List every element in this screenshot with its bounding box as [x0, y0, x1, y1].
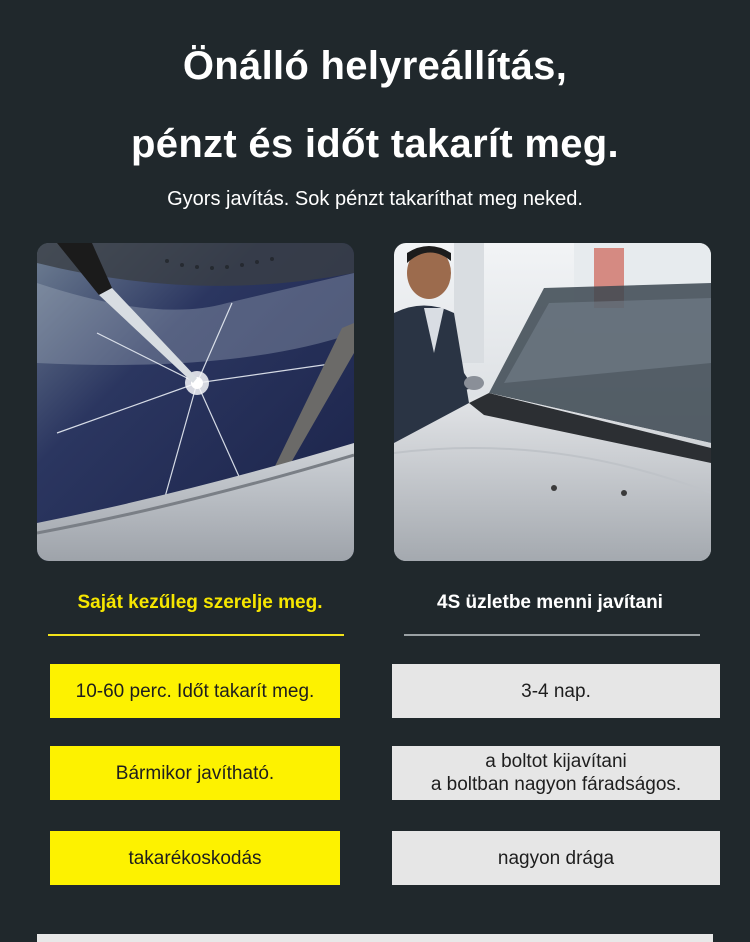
page-subtitle: Gyors javítás. Sok pénzt takaríthat meg neked.: [167, 188, 583, 210]
shop-column-heading: 4S üzletbe menni javítani: [437, 592, 663, 613]
shop-hassle-line1: a boltot kijavítani: [485, 751, 627, 772]
mechanic-windshield-photo: [394, 243, 711, 561]
shop-hassle-cell: [392, 746, 720, 800]
shop-heading-underline: [404, 634, 700, 636]
shop-hassle-line2: a boltban nagyon fáradságos.: [430, 774, 682, 795]
shop-time-cell: 3-4 nap.: [392, 664, 720, 718]
diy-heading-underline: [48, 634, 344, 636]
diy-column-heading: Saját kezűleg szerelje meg.: [77, 592, 323, 613]
page-title-line2: pénzt és időt takarít meg.: [131, 122, 619, 166]
bottom-strip: [37, 934, 713, 942]
diy-saving-cell: takarékoskodás: [50, 831, 340, 885]
page-title-line1: Önálló helyreállítás,: [182, 44, 568, 88]
shop-cost-cell: nagyon drága: [392, 831, 720, 885]
diy-time-cell: 10-60 perc. Időt takarít meg.: [50, 664, 340, 718]
diy-anytime-cell: Bármikor javítható.: [50, 746, 340, 800]
cracked-windshield-photo: [37, 243, 354, 561]
